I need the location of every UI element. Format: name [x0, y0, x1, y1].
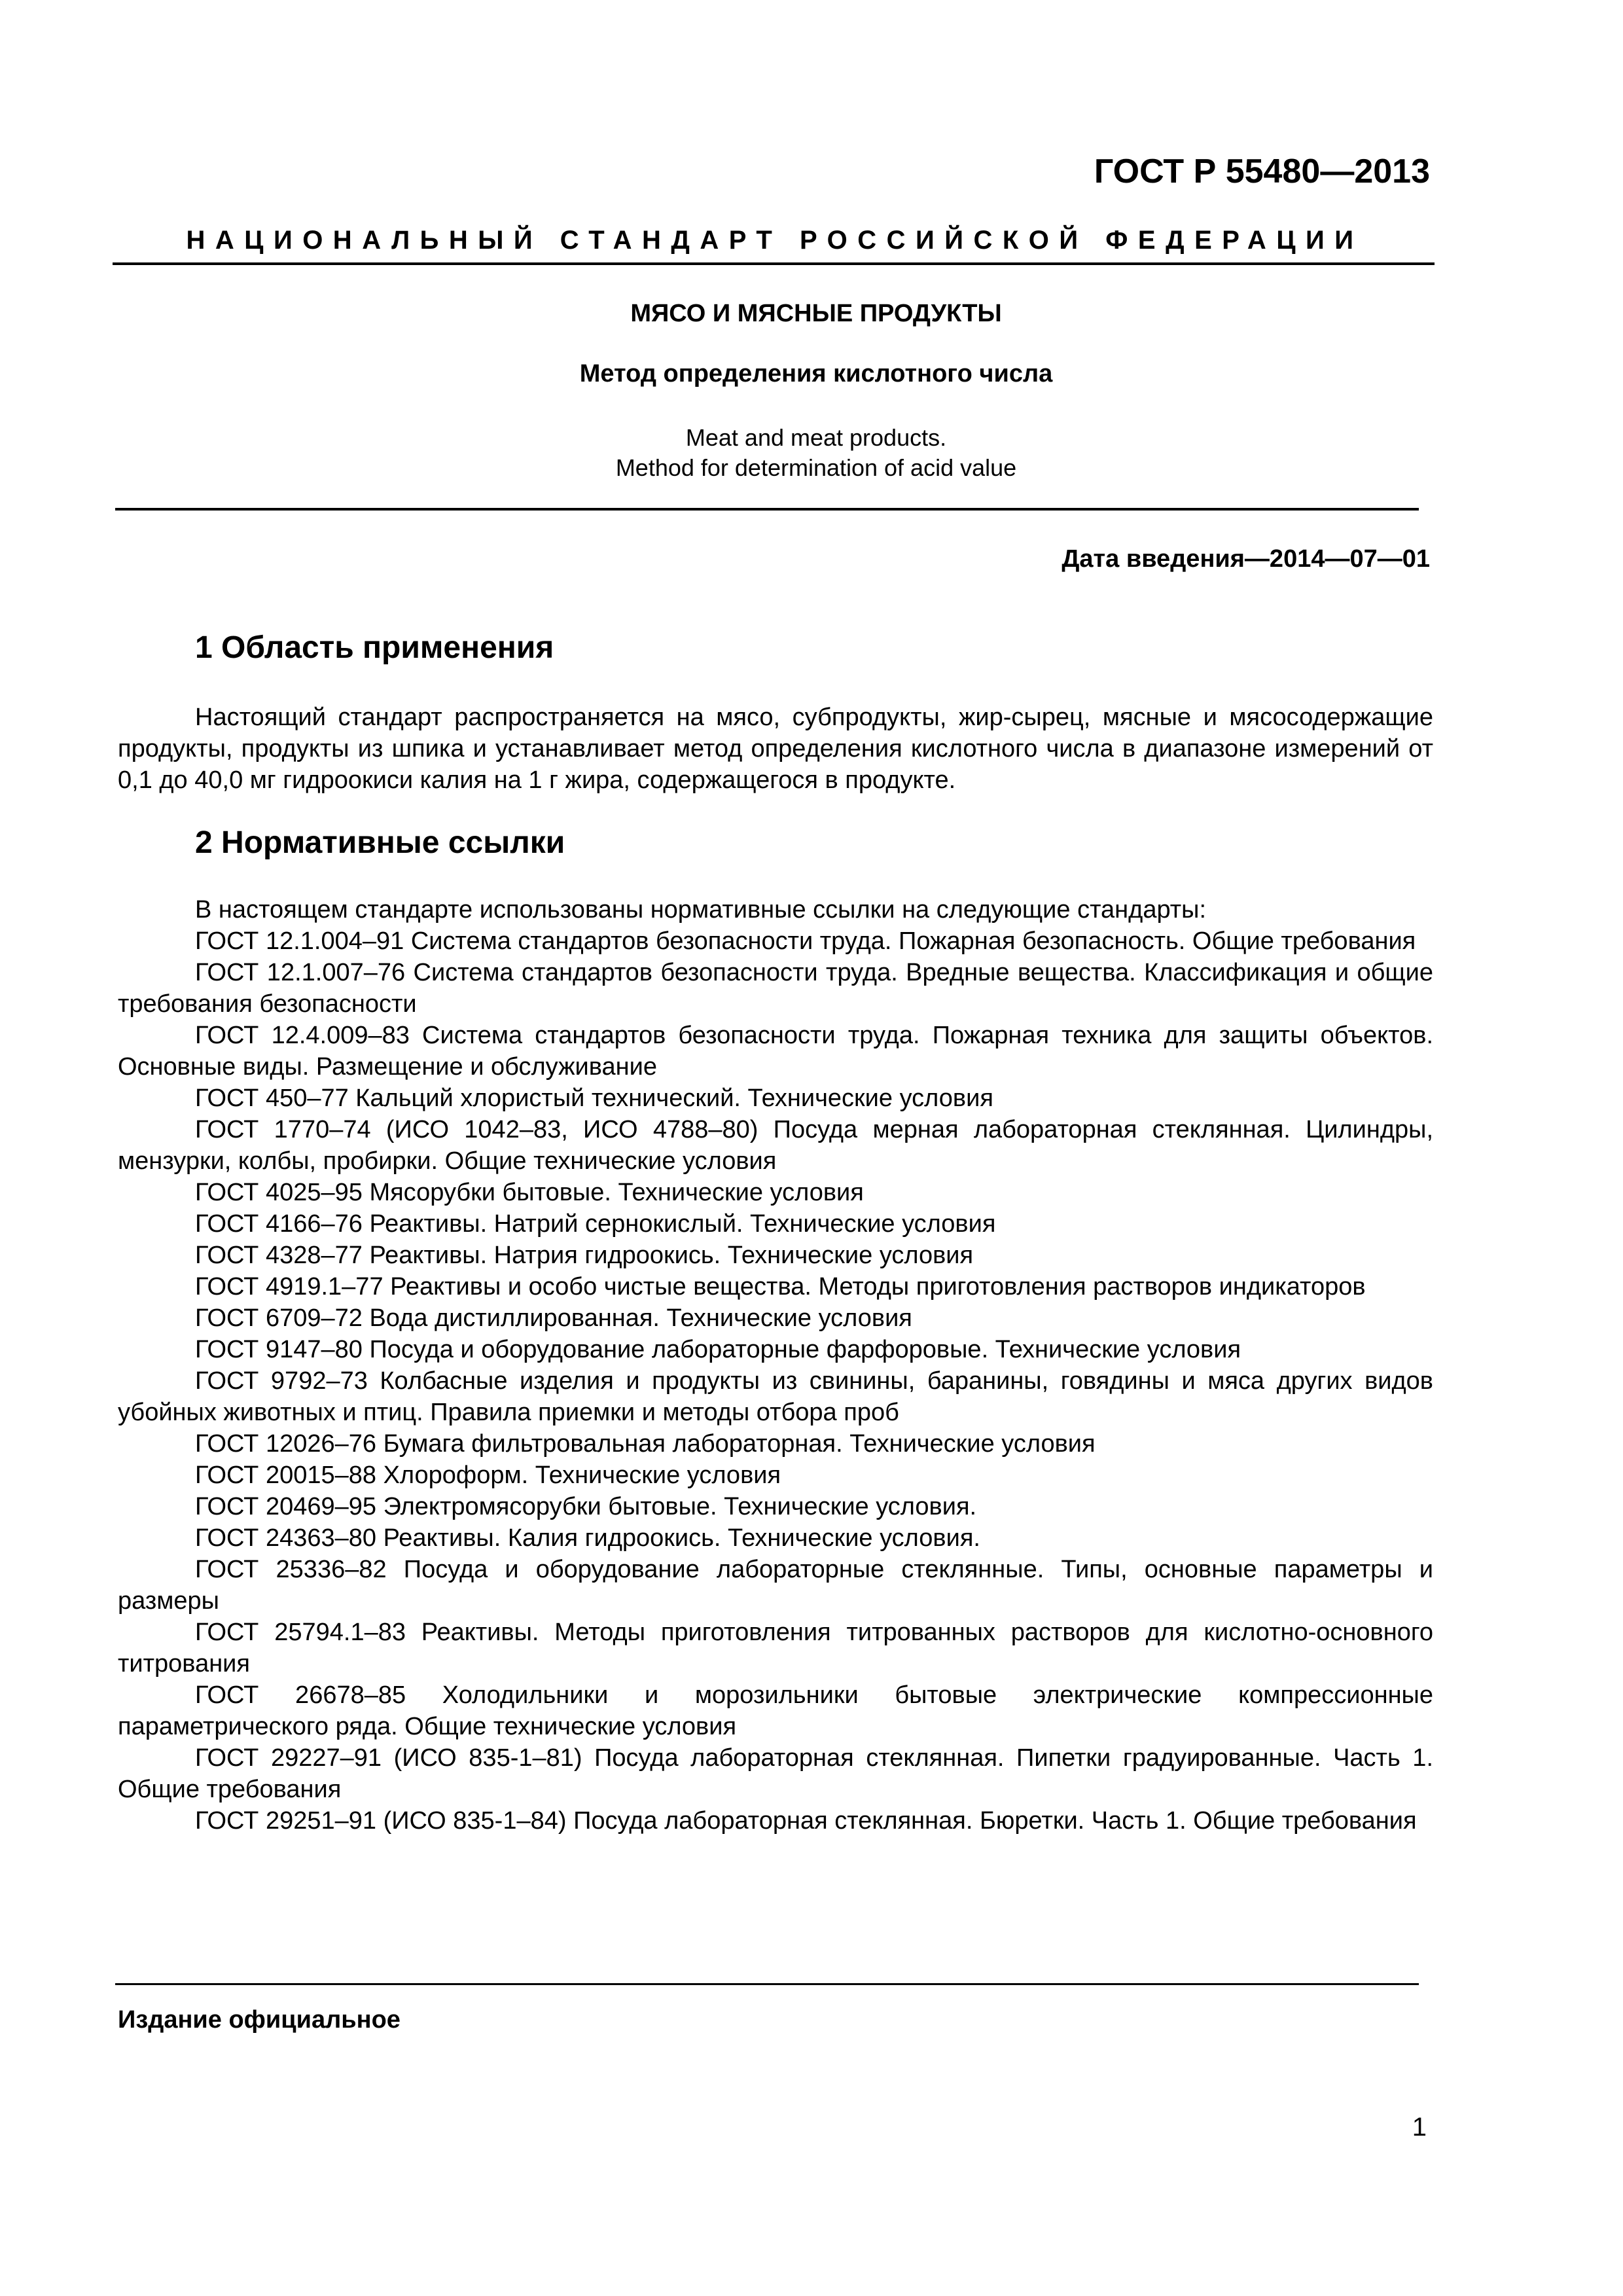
reference-item: ГОСТ 4166–76 Реактивы. Натрий сернокислый. Технические условия	[195, 1210, 996, 1238]
reference-item: ГОСТ 4328–77 Реактивы. Натрия гидроокись. Технические условия	[195, 1242, 974, 1269]
introduction-date: Дата введения—2014—07—01	[1061, 545, 1430, 573]
footer-divider	[115, 1983, 1419, 1985]
section-1-body	[118, 702, 1433, 796]
reference-item: ГОСТ 26678–85 Холодильники и морозильники бытовые электрические компрессионные параметрического ряда. Общие технические условия	[118, 1681, 1433, 1740]
reference-item: ГОСТ 20015–88 Хлороформ. Технические условия	[195, 1462, 781, 1489]
references-list	[118, 894, 1433, 1837]
section-1-heading: 1 Область применения	[195, 630, 554, 665]
reference-item: ГОСТ 25336–82 Посуда и оборудование лабораторные стеклянные. Типы, основные параметры и размеры	[118, 1556, 1433, 1615]
english-title	[113, 423, 1520, 483]
reference-item: ГОСТ 1770–74 (ИСО 1042–83, ИСО 4788–80) Посуда мерная лабораторная стеклянная. Цилиндры, мензурки, колбы, пробирки. Общие технические условия	[118, 1116, 1433, 1175]
page-number: 1	[1412, 2113, 1427, 2142]
reference-item: ГОСТ 29227–91 (ИСО 835-1–81) Посуда лабораторная стеклянная. Пипетки градуированные. Часть 1. Общие требования	[118, 1744, 1433, 1803]
reference-item: ГОСТ 9147–80 Посуда и оборудование лабораторные фарфоровые. Технические условия	[195, 1336, 1241, 1363]
document-number: ГОСТ Р 55480—2013	[1094, 152, 1430, 190]
reference-item: ГОСТ 450–77 Кальций хлористый технический. Технические условия	[195, 1085, 993, 1112]
reference-item: ГОСТ 20469–95 Электромясорубки бытовые. Технические условия.	[195, 1493, 977, 1520]
top-divider	[113, 262, 1435, 265]
document-subtitle: Метод определения кислотного числа	[579, 360, 1053, 387]
official-edition-label: Издание официальное	[118, 2006, 401, 2034]
references-intro: В настоящем стандарте использованы нормативные ссылки на следующие стандарты:	[195, 896, 1207, 924]
document-title: МЯСО И МЯСНЫЕ ПРОДУКТЫ	[630, 300, 1002, 327]
reference-item: ГОСТ 12.1.004–91 Система стандартов безопасности труда. Пожарная безопасность. Общие требования	[195, 927, 1416, 955]
reference-item: ГОСТ 4919.1–77 Реактивы и особо чистые вещества. Методы приготовления растворов индикаторов	[195, 1273, 1366, 1300]
section-2-heading: 2 Нормативные ссылки	[195, 825, 565, 860]
title-divider	[115, 508, 1419, 511]
reference-item: ГОСТ 29251–91 (ИСО 835-1–84) Посуда лабораторная стеклянная. Бюретки. Часть 1. Общие требования	[195, 1807, 1417, 1835]
reference-item: ГОСТ 6709–72 Вода дистиллированная. Технические условия	[195, 1304, 912, 1332]
reference-item: ГОСТ 4025–95 Мясорубки бытовые. Технические условия	[195, 1179, 864, 1206]
scope-paragraph: Настоящий стандарт распространяется на мясо, субпродукты, жир-сырец, мясные и мясосодержащие продукты, продукты из шпика и устанавливает метод определения кислотного числа в диапазоне измерений от 0,1 до 40,0 мг гидроокиси калия на 1 г жира, содержащегося в продукте.	[118, 704, 1433, 794]
reference-item: ГОСТ 9792–73 Колбасные изделия и продукты из свинины, баранины, говядины и мяса других видов убойных животных и птиц. Правила приемки и методы отбора проб	[118, 1367, 1433, 1426]
reference-item: ГОСТ 12.1.007–76 Система стандартов безопасности труда. Вредные вещества. Классификация и общие требования безопасности	[118, 959, 1433, 1018]
reference-item: ГОСТ 25794.1–83 Реактивы. Методы приготовления титрованных растворов для кислотно-основного титрования	[118, 1619, 1433, 1677]
national-standard-banner: НАЦИОНАЛЬНЫЙ СТАНДАРТ РОССИЙСКОЙ ФЕДЕРАЦИИ	[186, 226, 1364, 255]
english-title-line-2: Method for determination of acid value	[615, 454, 1017, 481]
reference-item: ГОСТ 24363–80 Реактивы. Калия гидроокись. Технические условия.	[195, 1524, 980, 1552]
reference-item: ГОСТ 12026–76 Бумага фильтровальная лабораторная. Технические условия	[195, 1430, 1096, 1458]
english-title-line-1: Meat and meat products.	[685, 424, 947, 451]
reference-item: ГОСТ 12.4.009–83 Система стандартов безопасности труда. Пожарная техника для защиты объектов. Основные виды. Размещение и обслуживание	[118, 1022, 1433, 1081]
